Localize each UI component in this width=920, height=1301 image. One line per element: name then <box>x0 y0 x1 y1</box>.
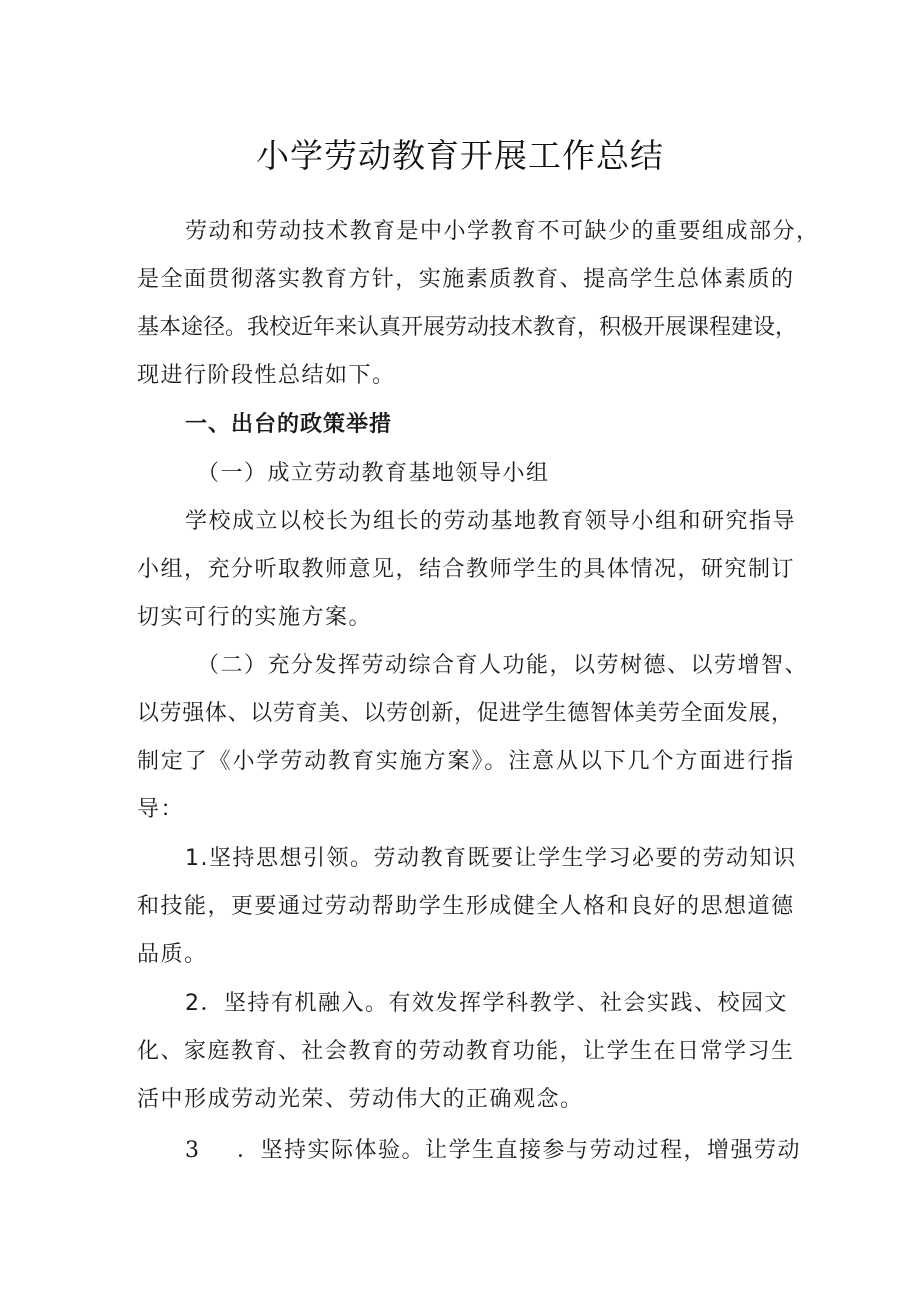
intro-line-2: 是全面贯彻落实教育方针，实施素质教育、提高学生总体素质的 <box>137 267 793 292</box>
intro-line-1: 劳动和劳动技术教育是中小学教育不可缺少的重要组成部分， <box>185 219 820 244</box>
intro-line-4: 现进行阶段性总结如下。 <box>137 363 396 388</box>
paragraph-line: 学校成立以校长为组长的劳动基地教育领导小组和研究指导 <box>185 509 797 534</box>
list-item-line: 2．坚持有机融入。有效发挥学科教学、社会实践、校园文 <box>185 991 788 1016</box>
paragraph-line: 小组，充分听取教师意见，结合教师学生的具体情况，研究制订 <box>137 557 796 582</box>
list-item-line: 化、家庭教育、社会教育的劳动教育功能，让学生在日常学习生 <box>137 1039 793 1064</box>
paragraph-line: 制定了《小学劳动教育实施方案》。注意从以下几个方面进行指 <box>137 749 793 774</box>
list-item-line: 活中形成劳动光荣、劳动伟大的正确观念。 <box>137 1087 584 1112</box>
list-item-line: 品质。 <box>137 942 208 967</box>
paragraph-line: 切实可行的实施方案。 <box>137 605 373 630</box>
list-item-line: 1.坚持思想引领。劳动教育既要让学生学习必要的劳动知识 <box>185 846 797 871</box>
list-item-line: 和技能，更要通过劳动帮助学生形成健全人格和良好的思想道德 <box>137 894 793 919</box>
document-title: 小学劳动教育开展工作总结 <box>256 136 664 175</box>
paragraph-line: 导： <box>137 797 185 822</box>
subsection-heading: （一）成立劳动教育基地领导小组 <box>197 461 550 486</box>
list-item-line: ．坚持实际体验。让学生直接参与劳动过程，增强劳动 <box>237 1138 802 1163</box>
intro-line-3: 基本途径。我校近年来认真开展劳动技术教育，积极开展课程建设， <box>137 315 798 340</box>
paragraph-line: （二）充分发挥劳动综合育人功能，以劳树德、以劳增智、 <box>197 653 809 678</box>
list-item-number: 3 <box>185 1138 201 1163</box>
section-heading: 一、出台的政策举措 <box>185 412 393 437</box>
paragraph-line: 以劳强体、以劳育美、以劳创新，促进学生德智体美劳全面发展， <box>137 701 793 726</box>
